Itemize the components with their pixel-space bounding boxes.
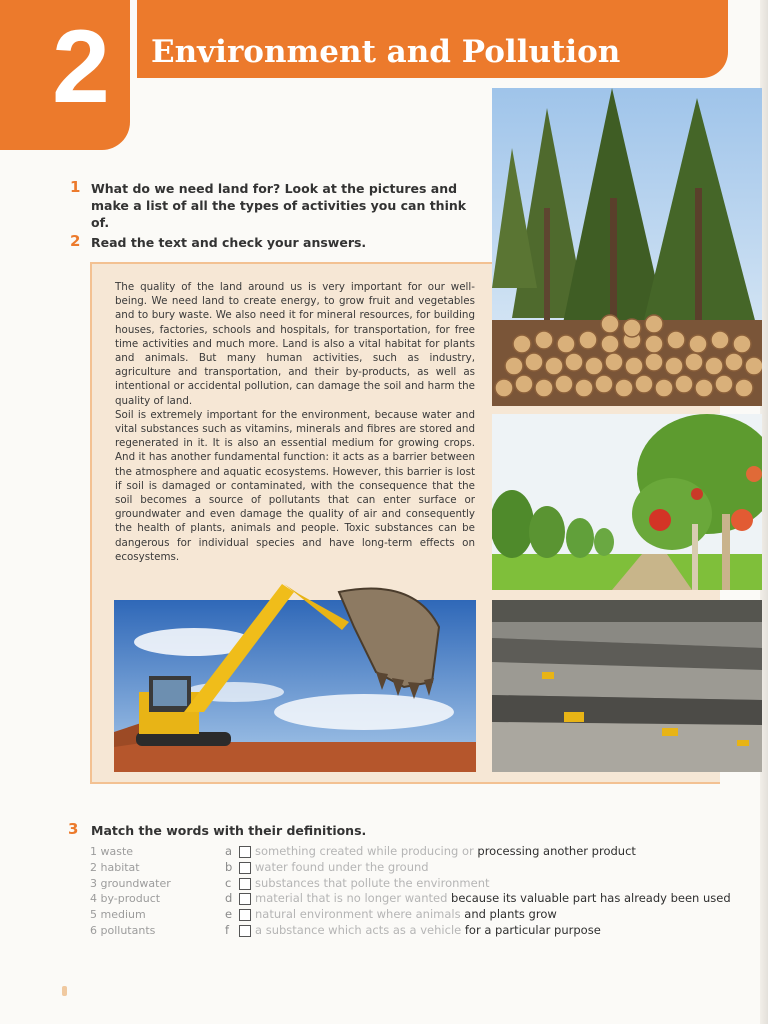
- definition-text: [255, 923, 601, 939]
- definition-text: [255, 891, 731, 907]
- definition-letter: f: [225, 922, 230, 937]
- definition-text-faint: water found under the ground: [255, 859, 429, 874]
- answer-checkbox[interactable]: [239, 878, 251, 890]
- definition-letter: e: [225, 907, 233, 922]
- exercise-1-text: What do we need land for? Look at the pictures and make a list of all the types of activities you can think of.: [91, 181, 467, 230]
- definition-text: [255, 876, 490, 892]
- chapter-badge: [0, 0, 130, 150]
- definition-letter: b: [225, 859, 233, 874]
- orchard-photo: [492, 414, 762, 590]
- answer-checkbox[interactable]: [239, 909, 251, 921]
- answer-checkbox[interactable]: [239, 925, 251, 937]
- page-title: Environment and Pollution: [151, 34, 621, 70]
- exercise-3-text: Match the words with their definitions.: [91, 823, 367, 838]
- definition-text-faint: material that is no longer wanted: [255, 891, 452, 906]
- exercise-2-text: Read the text and check your answers.: [91, 235, 367, 250]
- definition-text-faint: substances that pollute the environment: [255, 875, 490, 890]
- definition-text-faint: natural environment where animals: [255, 907, 465, 922]
- reading-paragraph-1: The quality of the land around us is very important for our well-being. We need land to create energy, to grow fruit and vegetables and to bury waste. We also need it for mineral resources, for building houses, factories, schools and hospitals, for transportation, for free time activities and much more. Land is also a vital habitat for plants and animals. But many human activities, such as industry, agriculture and transportation, and their by-products, as well as intentional or accidental pollution, can damage the soil and harm the quality of land.: [115, 281, 475, 407]
- reading-text: [115, 280, 475, 564]
- list-item: 4 by-product: [90, 892, 161, 906]
- answer-checkbox[interactable]: [239, 862, 251, 874]
- definition-letter: d: [225, 891, 233, 906]
- list-item: 5 medium: [90, 908, 146, 922]
- definition-text-faint: something created while producing or: [255, 844, 478, 858]
- definition-text-faint: a substance which acts as a vehicle: [255, 922, 465, 937]
- definition-text: [255, 844, 636, 860]
- exercise-3-number: 3: [68, 820, 79, 838]
- definition-letter: c: [225, 875, 232, 890]
- list-item: 1 waste: [90, 845, 134, 858]
- definition-letter: a: [225, 844, 233, 858]
- forest-logs-photo: [492, 88, 762, 406]
- exercise-1-number: 1: [70, 178, 81, 196]
- word-list: [90, 844, 171, 939]
- chapter-number: 2: [52, 9, 110, 125]
- page-marker: [62, 986, 67, 996]
- list-item: 3 groundwater: [90, 876, 171, 890]
- answer-checkbox[interactable]: [239, 846, 251, 858]
- definition-text-dark: for a particular purpose: [464, 922, 601, 937]
- definition-text-dark: because its valuable part has already been used: [451, 891, 731, 906]
- title-bar: [137, 0, 728, 78]
- definition-text-dark: processing another product: [477, 844, 636, 858]
- list-item: 6 pollutants: [90, 923, 156, 937]
- list-item: 2 habitat: [90, 860, 140, 874]
- exercise-2-number: 2: [70, 232, 81, 250]
- definition-text: [255, 907, 557, 923]
- answer-checkbox[interactable]: [239, 893, 251, 905]
- reading-paragraph-2: Soil is extremely important for the environment, because water and vital substances such as vitamins, minerals and fibres are stored and regenerated in it. It is also an essential medium for growing crops. And it has another fundamental function: it acts as a barrier between the atmosphere and aquatic ecosystems. However, this barrier is lost if soil is damaged or contaminated, with the consequence that the soil becomes a source of pollutants that can enter surface or groundwater and even damage the quality of air and consequently the health of plants, animals and people. Toxic substances can be dangerous for individual species and have long-term effects on ecosystems.: [115, 408, 475, 563]
- quarry-photo: [492, 600, 762, 772]
- definition-text: [255, 860, 429, 876]
- excavator-photo: [114, 572, 476, 772]
- definition-text-dark: and plants grow: [464, 907, 557, 922]
